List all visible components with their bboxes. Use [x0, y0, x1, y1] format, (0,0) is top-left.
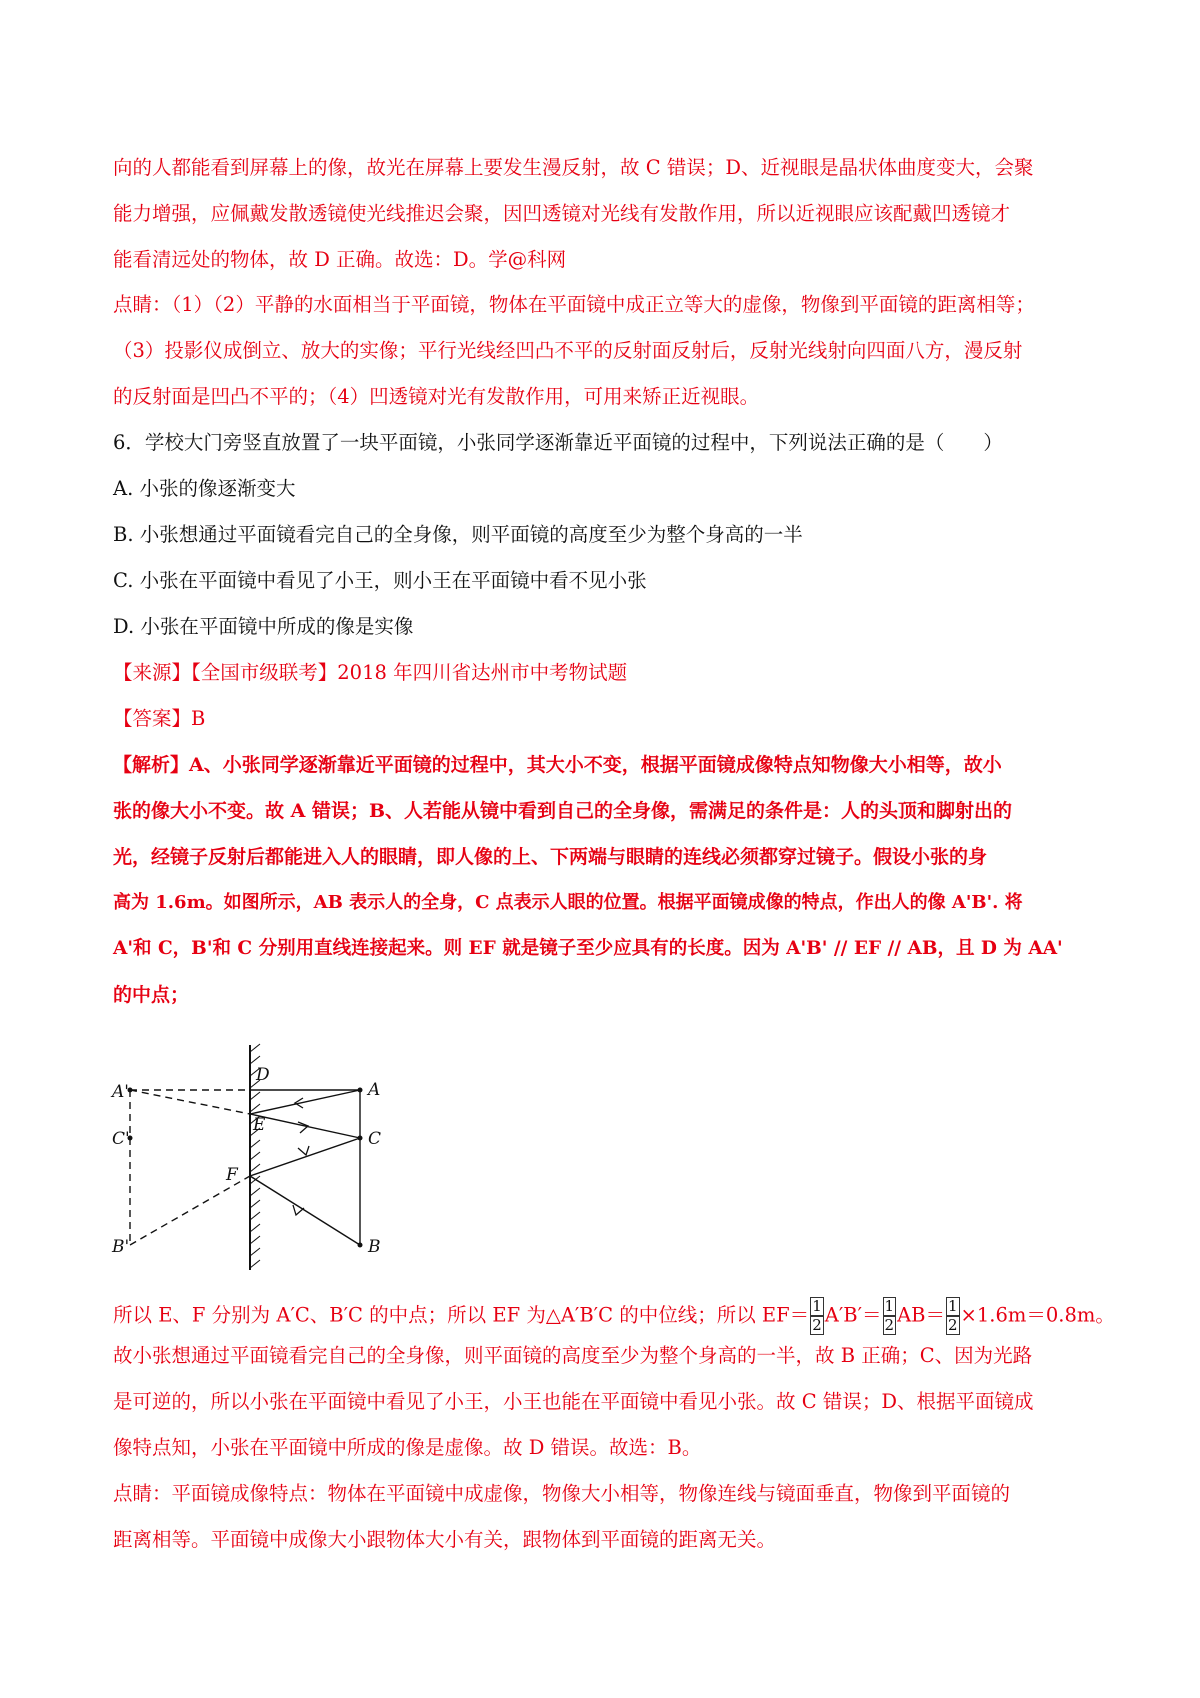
fraction-numerator: 1 — [947, 1297, 958, 1315]
option-b: B. 小张想通过平面镜看完自己的全身像，则平面镜的高度至少为整个身高的一半 — [113, 523, 803, 546]
solution-line-2: 张的像大小不变。故 A 错误；B、人若能从镜中看到自己的全身像，需满足的条件是：人的头顶和脚射出的 — [113, 800, 1013, 822]
label-a-prime: A' — [112, 1082, 129, 1102]
option-c: C. 小张在平面镜中看见了小王，则小王在平面镜中看不见小张 — [113, 569, 647, 592]
fraction-numerator: 1 — [884, 1297, 895, 1315]
label-e: E — [253, 1115, 266, 1135]
fraction-denominator: 2 — [884, 1316, 895, 1334]
conclusion-text-end: ×1.6m＝0.8m。 — [960, 1303, 1115, 1327]
label-b: B — [368, 1237, 381, 1257]
solution-line-6: 的中点； — [113, 984, 190, 1006]
conclusion-line-3: 是可逆的，所以小张在平面镜中看见了小王，小王也能在平面镜中看见小张。故 C 错误；D、根据平面镜成 — [113, 1390, 1034, 1413]
analysis-line-1: 向的人都能看到屏幕上的像，故光在屏幕上要发生漫反射，故 C 错误；D、近视眼是晶状体曲度变大，会聚 — [113, 156, 1034, 179]
analysis-line-2: 能力增强，应佩戴发散透镜使光线推迟会聚，因凹透镜对光线有发散作用，所以近视眼应该配戴凹透镜才 — [113, 202, 1011, 225]
analysis-line-3: 能看清远处的物体，故 D 正确。故选：D。学@科网 — [113, 248, 567, 271]
label-f: F — [226, 1165, 238, 1185]
solution-line-3: 光，经镜子反射后都能进入人的眼睛，即人像的上、下两端与眼睛的连线必须都穿过镜子。假设小张的身 — [113, 846, 988, 868]
note-line-2: （3）投影仪成倒立、放大的实像；平行光线经凹凸不平的反射面反射后，反射光线射向四面八方，漫反射 — [113, 339, 1023, 362]
answer-line: 【答案】B — [113, 707, 206, 730]
fraction-half-1 — [810, 1297, 824, 1335]
final-note-line-2: 距离相等。平面镜中成像大小跟物体大小有关，跟物体到平面镜的距离无关。 — [113, 1528, 777, 1551]
plane-mirror-diagram — [110, 1040, 410, 1280]
object-side-lines — [250, 1090, 360, 1245]
conclusion-line-4: 像特点知，小张在平面镜中所成的像是虚像。故 D 错误。故选：B。 — [113, 1436, 702, 1459]
fraction-denominator: 2 — [812, 1316, 822, 1334]
option-d: D. 小张在平面镜中所成的像是实像 — [113, 615, 414, 638]
conclusion-line-2: 故小张想通过平面镜看完自己的全身像，则平面镜的高度至少为整个身高的一半，故 B 正确；C、因为光路 — [113, 1344, 1033, 1367]
label-b-prime: B' — [112, 1237, 130, 1257]
note-line-3: 的反射面是凹凸不平的；（4）凹透镜对光有发散作用，可用来矫正近视眼。 — [113, 385, 760, 408]
label-a: A — [368, 1080, 381, 1100]
note-line-1: 点睛：（1）（2）平静的水面相当于平面镜，物体在平面镜中成正立等大的虚像，物像到平面镜的距离相等； — [113, 293, 1035, 316]
question-stem: 6．学校大门旁竖直放置了一块平面镜，小张同学逐渐靠近平面镜的过程中，下列说法正确的是（ ） — [113, 431, 1003, 454]
label-c: C — [368, 1129, 382, 1149]
solution-line-5: A'和 C，B'和 C 分别用直线连接起来。则 EF 就是镜子至少应具有的长度。因为 A'B' // EF // AB，且 D 为 AA' — [113, 938, 1063, 959]
fraction-numerator: 1 — [812, 1297, 822, 1315]
fraction-denominator: 2 — [947, 1316, 958, 1334]
final-note-line-1: 点睛：平面镜成像特点：物体在平面镜中成虚像，物像大小相等，物像连线与镜面垂直，物像到平面镜的 — [113, 1482, 1011, 1505]
fraction-half-2 — [883, 1297, 897, 1335]
conclusion-text-mid2: AB＝ — [897, 1303, 945, 1327]
source-line: 【来源】【全国市级联考】2018 年四川省达州市中考物试题 — [113, 661, 628, 684]
option-a: A. 小张的像逐渐变大 — [113, 477, 296, 500]
label-d: D — [256, 1065, 270, 1085]
fraction-half-3 — [946, 1297, 960, 1335]
conclusion-line-1 — [113, 1297, 1115, 1335]
label-c-prime: C' — [112, 1129, 130, 1149]
conclusion-text-mid1: A′B′＝ — [824, 1303, 882, 1327]
solution-line-1: 【解析】A、小张同学逐渐靠近平面镜的过程中，其大小不变，根据平面镜成像特点知物像大小相等，故小 — [113, 754, 1002, 776]
solution-line-4: 高为 1.6m。如图所示，AB 表示人的全身，C 点表示人眼的位置。根据平面镜成像的特点，作出人的像 A'B'. 将 — [113, 892, 1023, 913]
conclusion-text-pre: 所以 E、F 分别为 A′C、B′C 的中点；所以 EF 为△A′B′C 的中位线；所以 EF＝ — [113, 1303, 810, 1327]
